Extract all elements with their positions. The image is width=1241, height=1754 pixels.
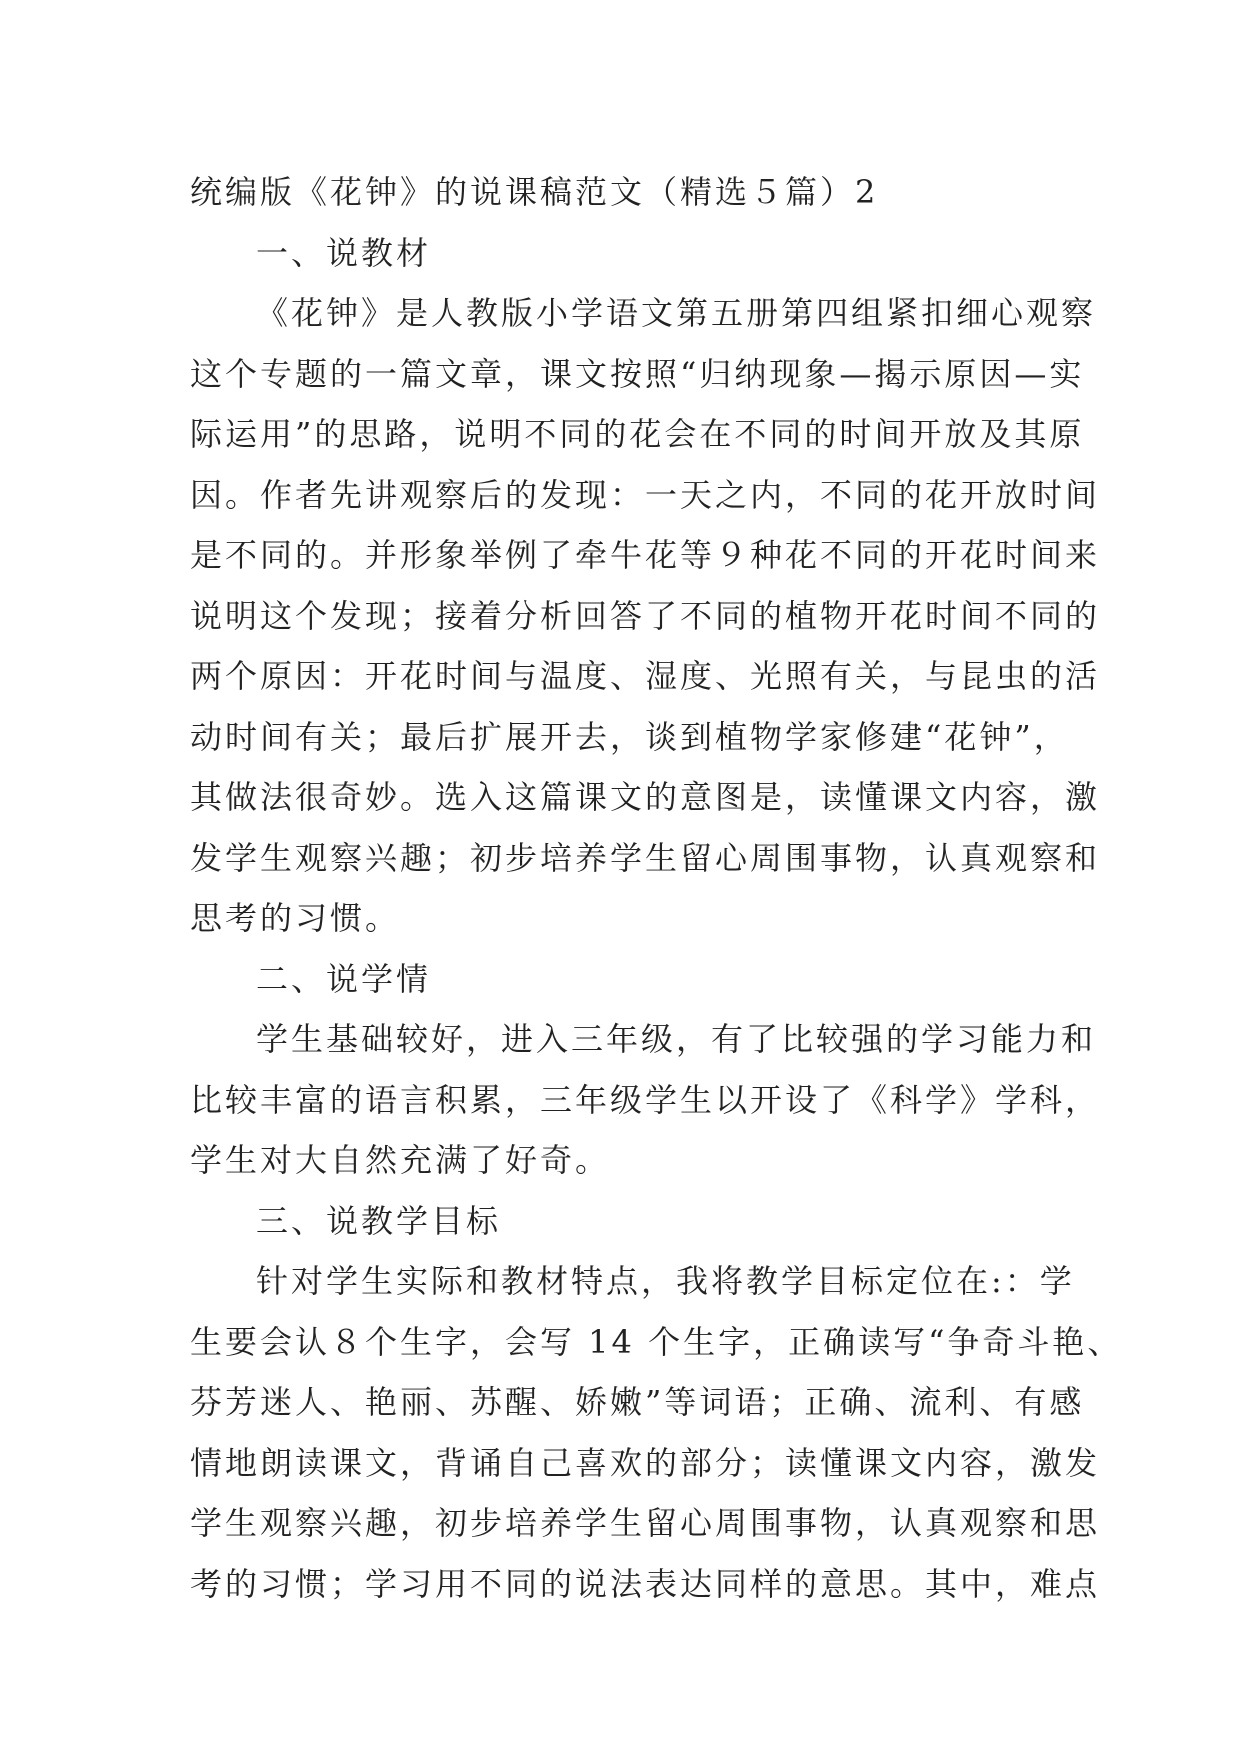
paragraph-line: 两个原因：开花时间与温度、湿度、光照有关，与昆虫的活: [190, 657, 1101, 695]
paragraph-line: 动时间有关；最后扩展开去，谈到植物学家修建“花钟”，: [190, 717, 1069, 756]
paragraph-line: 其做法很奇妙。选入这篇课文的意图是，读懂课文内容，激: [190, 778, 1101, 816]
paragraph-line: 发学生观察兴趣；初步培养学生留心周围事物，认真观察和: [190, 838, 1101, 877]
paragraph-line: 学生观察兴趣，初步培养学生留心周围事物，认真观察和思: [190, 1504, 1101, 1542]
paragraph-line: 因。作者先讲观察后的发现：一天之内，不同的花开放时间: [190, 475, 1101, 514]
section-heading-textbook: 一、说教材: [256, 233, 432, 272]
paragraph-line: 学生基础较好，进入三年级，有了比较强的学习能力和: [256, 1020, 1097, 1058]
paragraph-line: 思考的习惯。: [190, 899, 401, 937]
document-body: [190, 162, 1123, 1614]
paragraph-line: 情地朗读课文，背诵自己喜欢的部分；读懂课文内容，激发: [190, 1443, 1101, 1482]
paragraph-line: 比较丰富的语言积累，三年级学生以开设了《科学》学科，: [190, 1080, 1101, 1119]
section-heading-students: 二、说学情: [256, 959, 432, 998]
paragraph-line: 考的习惯；学习用不同的说法表达同样的意思。其中，难点: [190, 1564, 1101, 1603]
paragraph-line: 说明这个发现；接着分析回答了不同的植物开花时间不同的: [190, 596, 1101, 635]
document-title: 统编版《花钟》的说课稿范文（精选５篇）2: [190, 173, 879, 211]
paragraph-line: 生要会认８个生字，会写 14 个生字，正确读写“争奇斗艳、: [190, 1322, 1123, 1361]
paragraph-line: 针对学生实际和教材特点，我将教学目标定位在:：学: [256, 1262, 1075, 1300]
section-heading-objectives: 三、说教学目标: [256, 1201, 502, 1240]
paragraph-line: 是不同的。并形象举例了牵牛花等９种花不同的开花时间来: [190, 536, 1101, 574]
paragraph-line: 芬芳迷人、艳丽、苏醒、娇嫩”等词语；正确、流利、有感: [190, 1383, 1085, 1421]
paragraph-line: 《花钟》是人教版小学语文第五册第四组紧扣细心观察: [256, 294, 1097, 332]
paragraph-line: 这个专题的一篇文章，课文按照“归纳现象—揭示原因—实: [190, 354, 1085, 393]
paragraph-line: 学生对大自然充满了好奇。: [190, 1141, 611, 1179]
paragraph-line: 际运用”的思路，说明不同的花会在不同的时间开放及其原: [190, 415, 1085, 453]
